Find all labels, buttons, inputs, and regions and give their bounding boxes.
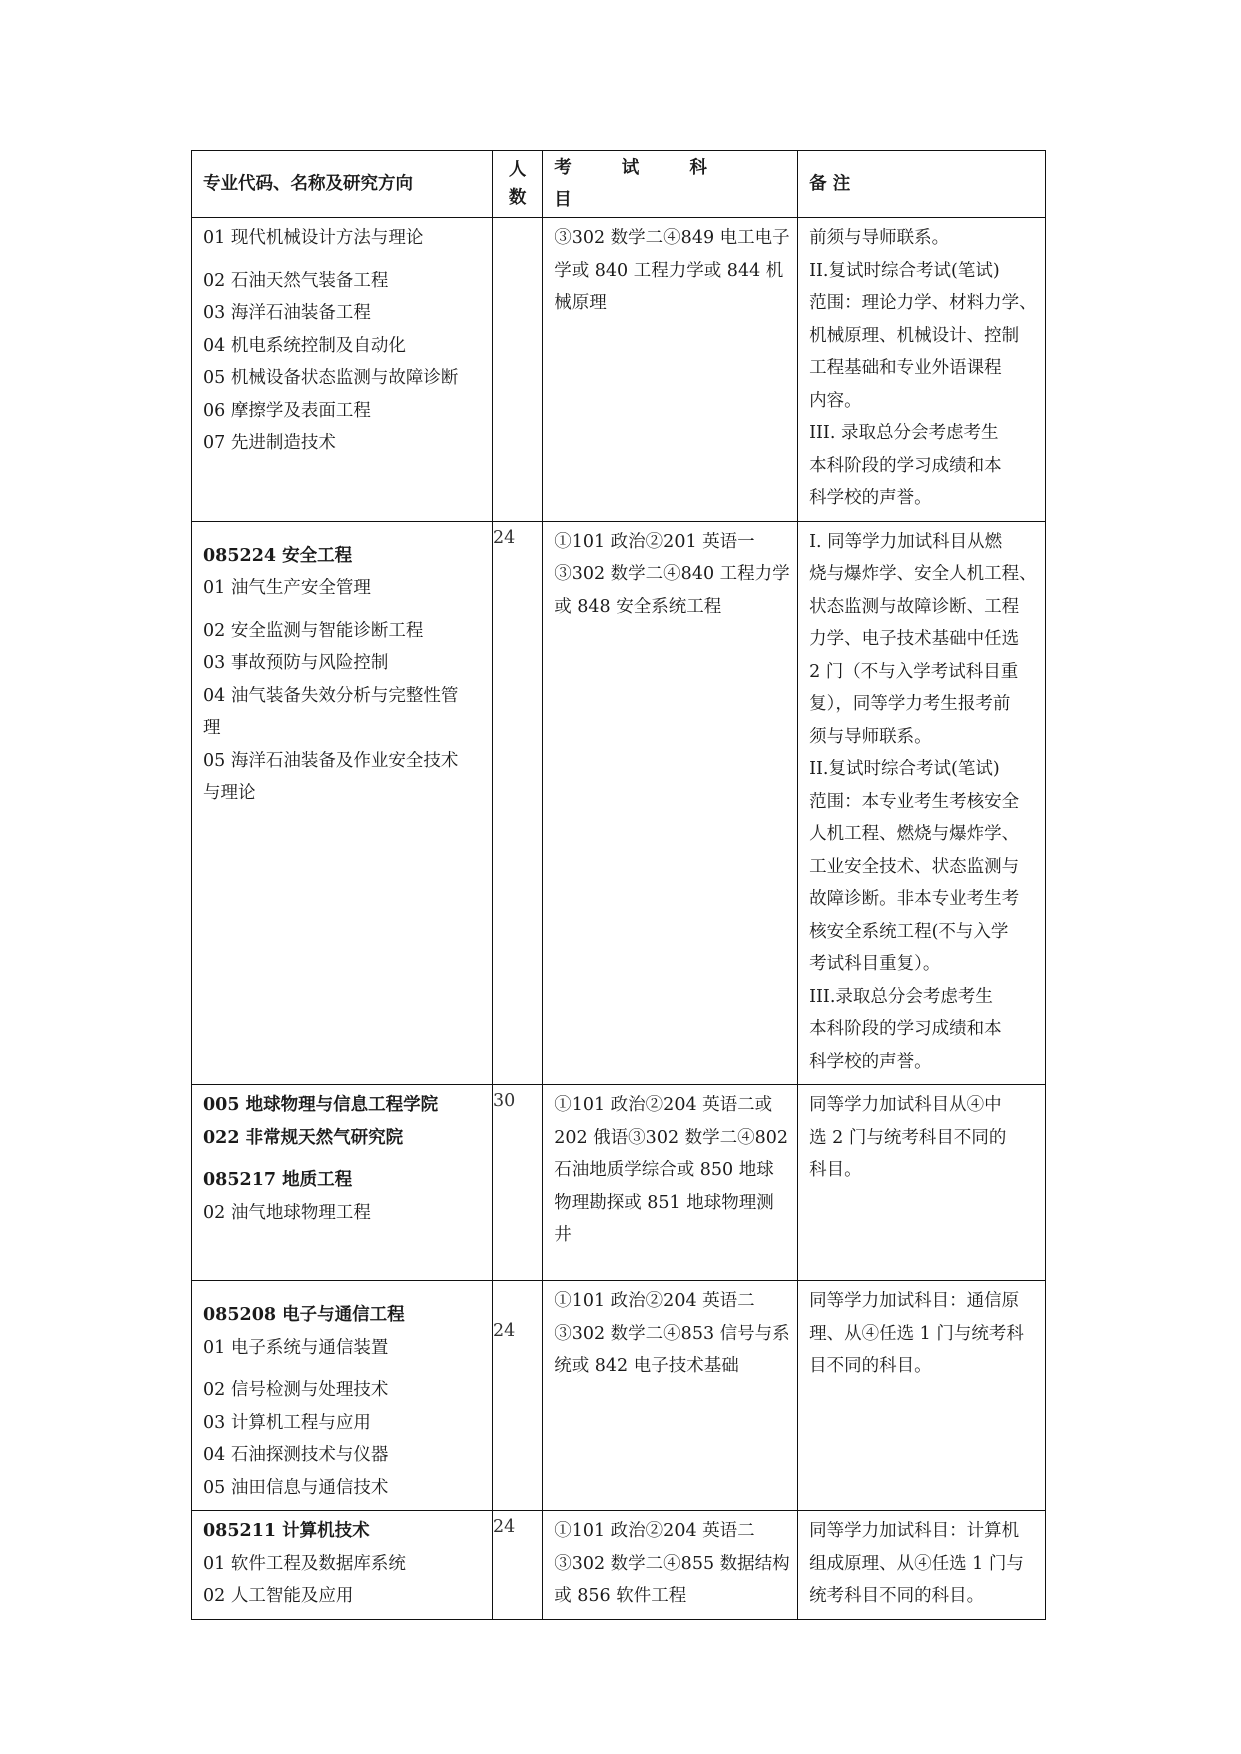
direction-item: 02 安全监测与智能诊断工程 [203,620,424,641]
table-row [192,1511,1046,1620]
exam-cell: ①101 政治②204 英语二或 202 俄语③302 数学二④802 石油地质学综合或 850 地球 物理勘探或 851 地球物理测 井 [543,1085,798,1281]
count-cell: 24 [493,521,543,1085]
direction-item: 03 事故预防与风险控制 [203,653,389,673]
direction-item: 05 海洋石油装备及作业安全技术 [203,750,459,771]
direction-item: 05 机械设备状态监测与故障诊断 [203,368,459,388]
header-count: 人 数 [493,151,543,218]
direction-item: 02 石油天然气装备工程 [203,270,389,291]
direction-item: 理 [203,718,221,738]
direction-item: 01 现代机械设计方法与理论 [203,228,424,248]
direction-item: 03 海洋石油装备工程 [203,303,371,323]
direction-item: 02 人工智能及应用 [203,1586,354,1606]
exam-cell: ①101 政治②204 英语二 ③302 数学二④853 信号与系 统或 842 电子技术基础 [543,1281,798,1511]
direction-item: 04 石油探测技术与仪器 [203,1445,389,1465]
table-row [192,218,1046,522]
direction-item: 01 软件工程及数据库系统 [203,1553,406,1574]
school-title: 022 非常规天然气研究院 [203,1127,404,1148]
exam-cell: ①101 政治②201 英语一 ③302 数学二④840 工程力学 或 848 安全系统工程 [543,521,798,1085]
major-title: 085208 电子与通信工程 [203,1305,405,1325]
exam-cell: ③302 数学二④849 电工电子 学或 840 工程力学或 844 机 械原理 [543,218,798,522]
direction-item: 06 摩擦学及表面工程 [203,400,371,421]
major-title: 085217 地质工程 [203,1170,353,1190]
major-cell [192,1085,493,1281]
header-exam: 考 试 科 目 [543,151,798,218]
major-cell [192,218,493,522]
count-cell: 24 [493,1281,543,1511]
school-title: 005 地球物理与信息工程学院 [203,1095,439,1115]
notes-cell: I. 同等学力加试科目从燃 烧与爆炸学、安全人机工程、 状态监测与故障诊断、工程 力学、电子技术基础中任选 2 门（不与入学考试科目重 复），同等学力考生报考前 须与导师联系。 II.复试时综合考试(笔试) 范围：本专业考生考核安全 人机工程、燃烧与爆炸学、 工业安全技术、状态监测与 故障诊断。非本专业考生考 核安全系统工程(不与入学 考试科目重复）。 III.录取总分会考虑考生 本科阶段的学习成绩和本 科学校的声誉。 [798,521,1046,1085]
notes-cell: 前须与导师联系。 II.复试时综合考试(笔试) 范围：理论力学、材料力学、 机械原理、机械设计、控制 工程基础和专业外语课程 内容。 III. 录取总分会考虑考生 本科阶段的学习成绩和本 科学校的声誉。 [798,218,1046,522]
direction-item: 02 信号检测与处理技术 [203,1380,389,1400]
major-cell [192,521,493,1085]
major-title: 085211 计算机技术 [203,1521,370,1541]
notes-cell: 同等学力加试科目：计算机 组成原理、从④任选 1 门与 统考科目不同的科目。 [798,1511,1046,1620]
table-row [192,521,1046,1085]
direction-item: 01 油气生产安全管理 [203,578,371,598]
header-major: 专业代码、名称及研究方向 [192,151,493,218]
major-cell [192,1511,493,1620]
direction-item: 04 油气装备失效分析与完整性管 [203,685,459,706]
count-cell: 30 [493,1085,543,1281]
direction-item: 07 先进制造技术 [203,433,336,453]
major-cell [192,1281,493,1511]
notes-cell: 同等学力加试科目：通信原 理、从④任选 1 门与统考科 目不同的科目。 [798,1281,1046,1511]
exam-cell: ①101 政治②204 英语二 ③302 数学二④855 数据结构 或 856 软件工程 [543,1511,798,1620]
count-cell [493,218,543,522]
table-row [192,1085,1046,1281]
direction-item: 03 计算机工程与应用 [203,1412,371,1433]
notes-cell: 同等学力加试科目从④中 选 2 门与统考科目不同的 科目。 [798,1085,1046,1281]
count-cell: 24 [493,1511,543,1620]
direction-item: 01 电子系统与通信装置 [203,1337,389,1358]
table-header-row [192,151,1046,218]
program-table [191,150,1046,1620]
direction-item: 05 油田信息与通信技术 [203,1477,389,1498]
table-row [192,1281,1046,1511]
direction-item: 02 油气地球物理工程 [203,1202,371,1223]
direction-item: 与理论 [203,783,256,803]
header-notes: 备 注 [798,151,1046,218]
direction-item: 04 机电系统控制及自动化 [203,335,406,356]
major-title: 085224 安全工程 [203,545,353,566]
